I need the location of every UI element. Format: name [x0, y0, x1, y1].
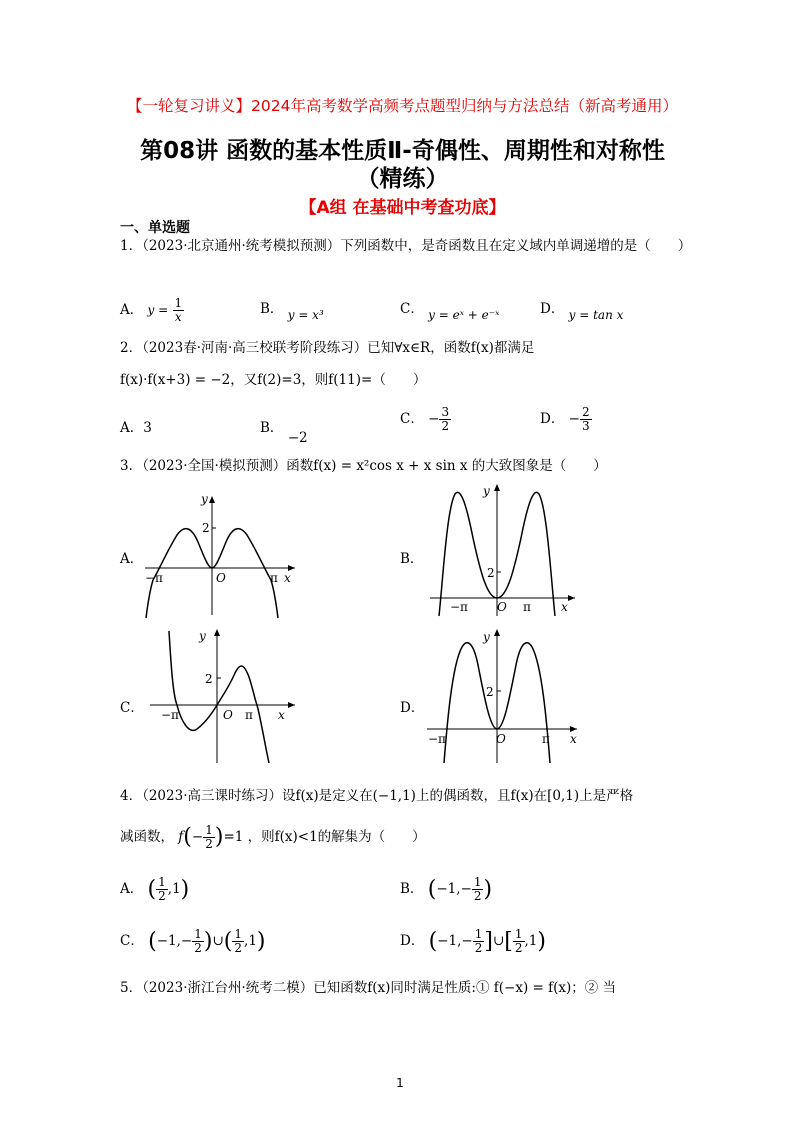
option-label: C．: [400, 301, 424, 317]
option-label: B．: [260, 301, 284, 317]
question-2-condition: f(x)·f(x+3) = −2，又f(2)=3，则f(11)=（ ）: [120, 372, 427, 388]
q4-option-a: A． ( $\frac{1}{2}$ ,1): [120, 875, 190, 903]
fraction: $\frac{1}{x}$: [174, 296, 183, 324]
fraction: $\frac{1}{2}$: [205, 823, 213, 851]
question-1-stem: 1．（2023·北京通州·统考模拟预测）下列函数中，是奇函数且在定义域内单调递增的是（ ）: [120, 238, 692, 254]
page-number: 1: [396, 1076, 404, 1090]
question-4-condition: 减函数， f(− $\frac{1}{2}$ )=1 ，则f(x)<1的解集为（ ）: [120, 823, 426, 851]
q2-option-c: C． − $\frac{3}{2}$: [400, 405, 450, 433]
tick-label: π: [542, 732, 550, 746]
graph-b: [425, 478, 585, 618]
tick-label: −π: [161, 708, 179, 722]
q3-option-c-label: C．: [120, 700, 144, 716]
fraction: $\frac{1}{2}$: [234, 927, 243, 955]
fraction: $\frac{1}{2}$: [474, 927, 483, 955]
fraction: $\frac{1}{2}$: [514, 927, 523, 955]
fraction: $\frac{1}{2}$: [158, 875, 166, 903]
fraction: $\frac{1}{2}$: [473, 875, 482, 903]
tick-label: −π: [450, 600, 468, 614]
tick-label: π: [270, 571, 278, 585]
q4-option-d: D． (−1,− $\frac{1}{2}$ ]∪[ $\frac{1}{2}$ ,1): [400, 927, 546, 955]
tick-label: π: [245, 708, 253, 722]
q2-option-a: A．3: [120, 420, 152, 436]
group-heading: 【A组 在基础中考查功底】: [299, 198, 506, 218]
fraction: $\frac{3}{2}$: [441, 405, 450, 433]
tick-label: 2: [486, 685, 494, 699]
x-axis-label: x: [561, 600, 568, 614]
y-axis-label: y: [201, 492, 208, 506]
x-axis-label: x: [284, 571, 291, 585]
q1-option-c: C． y = eˣ + e⁻ˣ: [400, 301, 500, 322]
q3-option-b-label: B．: [400, 551, 424, 567]
tick-label: π: [523, 600, 531, 614]
question-5-stem: 5．（2023·浙江台州·统考二模）已知函数f(x)同时满足性质:① f(−x) = f(x)；② 当: [120, 980, 617, 996]
question-3-stem: 3．（2023·全国·模拟预测）函数f(x) = x²cos x + x sin x 的大致图象是（ ）: [120, 458, 607, 474]
document-subtitle: 【一轮复习讲义】2024年高考数学高频考点题型归纳与方法总结（新高考通用）: [127, 97, 678, 115]
option-label: D．: [540, 301, 565, 317]
origin-label: O: [223, 708, 233, 722]
q1-option-a: A． y = $\frac{1}{x}$: [120, 296, 183, 324]
tick-label: 2: [202, 521, 210, 535]
y-axis-label: y: [483, 630, 490, 644]
tick-label: −π: [145, 571, 163, 585]
graph-d: [422, 625, 587, 765]
q2-option-b: B． −2: [260, 420, 308, 446]
tick-label: 2: [487, 566, 495, 580]
origin-label: O: [496, 732, 506, 746]
y-axis-label: y: [199, 629, 206, 643]
option-label: A．: [120, 302, 144, 318]
y-axis-label: y: [483, 484, 490, 498]
fraction: $\frac{1}{2}$: [194, 927, 202, 955]
x-axis-label: x: [570, 732, 577, 746]
section-heading: 一、单选题: [120, 220, 190, 236]
question-4-stem: 4．（2023·高三课时练习）设f(x)是定义在(−1,1)上的偶函数，且f(x)在[0,1)上是严格: [120, 788, 634, 804]
q1-option-b: B． y = x³: [260, 301, 324, 322]
document-title: 第08讲 函数的基本性质Ⅱ-奇偶性、周期性和对称性（精练）: [140, 138, 665, 192]
q4-option-b: B． (−1,− $\frac{1}{2}$ ): [400, 875, 493, 903]
q4-option-c: C． (−1,− $\frac{1}{2}$ )∪( $\frac{1}{2}$ ,1): [120, 927, 266, 955]
graph-a: [140, 490, 300, 620]
tick-label: −π: [428, 732, 446, 746]
question-2-stem: 2．（2023春·河南·高三校联考阶段练习）已知∀x∈R，函数f(x)都满足: [120, 340, 535, 356]
q3-option-a-label: A．: [120, 551, 144, 567]
graph-c: [145, 625, 305, 765]
x-axis-label: x: [278, 708, 285, 722]
q3-option-d-label: D．: [400, 700, 425, 716]
q2-option-d: D． − $\frac{2}{3}$: [540, 405, 590, 433]
tick-label: 2: [205, 672, 213, 686]
origin-label: O: [497, 600, 507, 614]
q1-option-d: D． y = tan x: [540, 301, 624, 322]
origin-label: O: [216, 571, 226, 585]
fraction: $\frac{2}{3}$: [581, 405, 590, 433]
